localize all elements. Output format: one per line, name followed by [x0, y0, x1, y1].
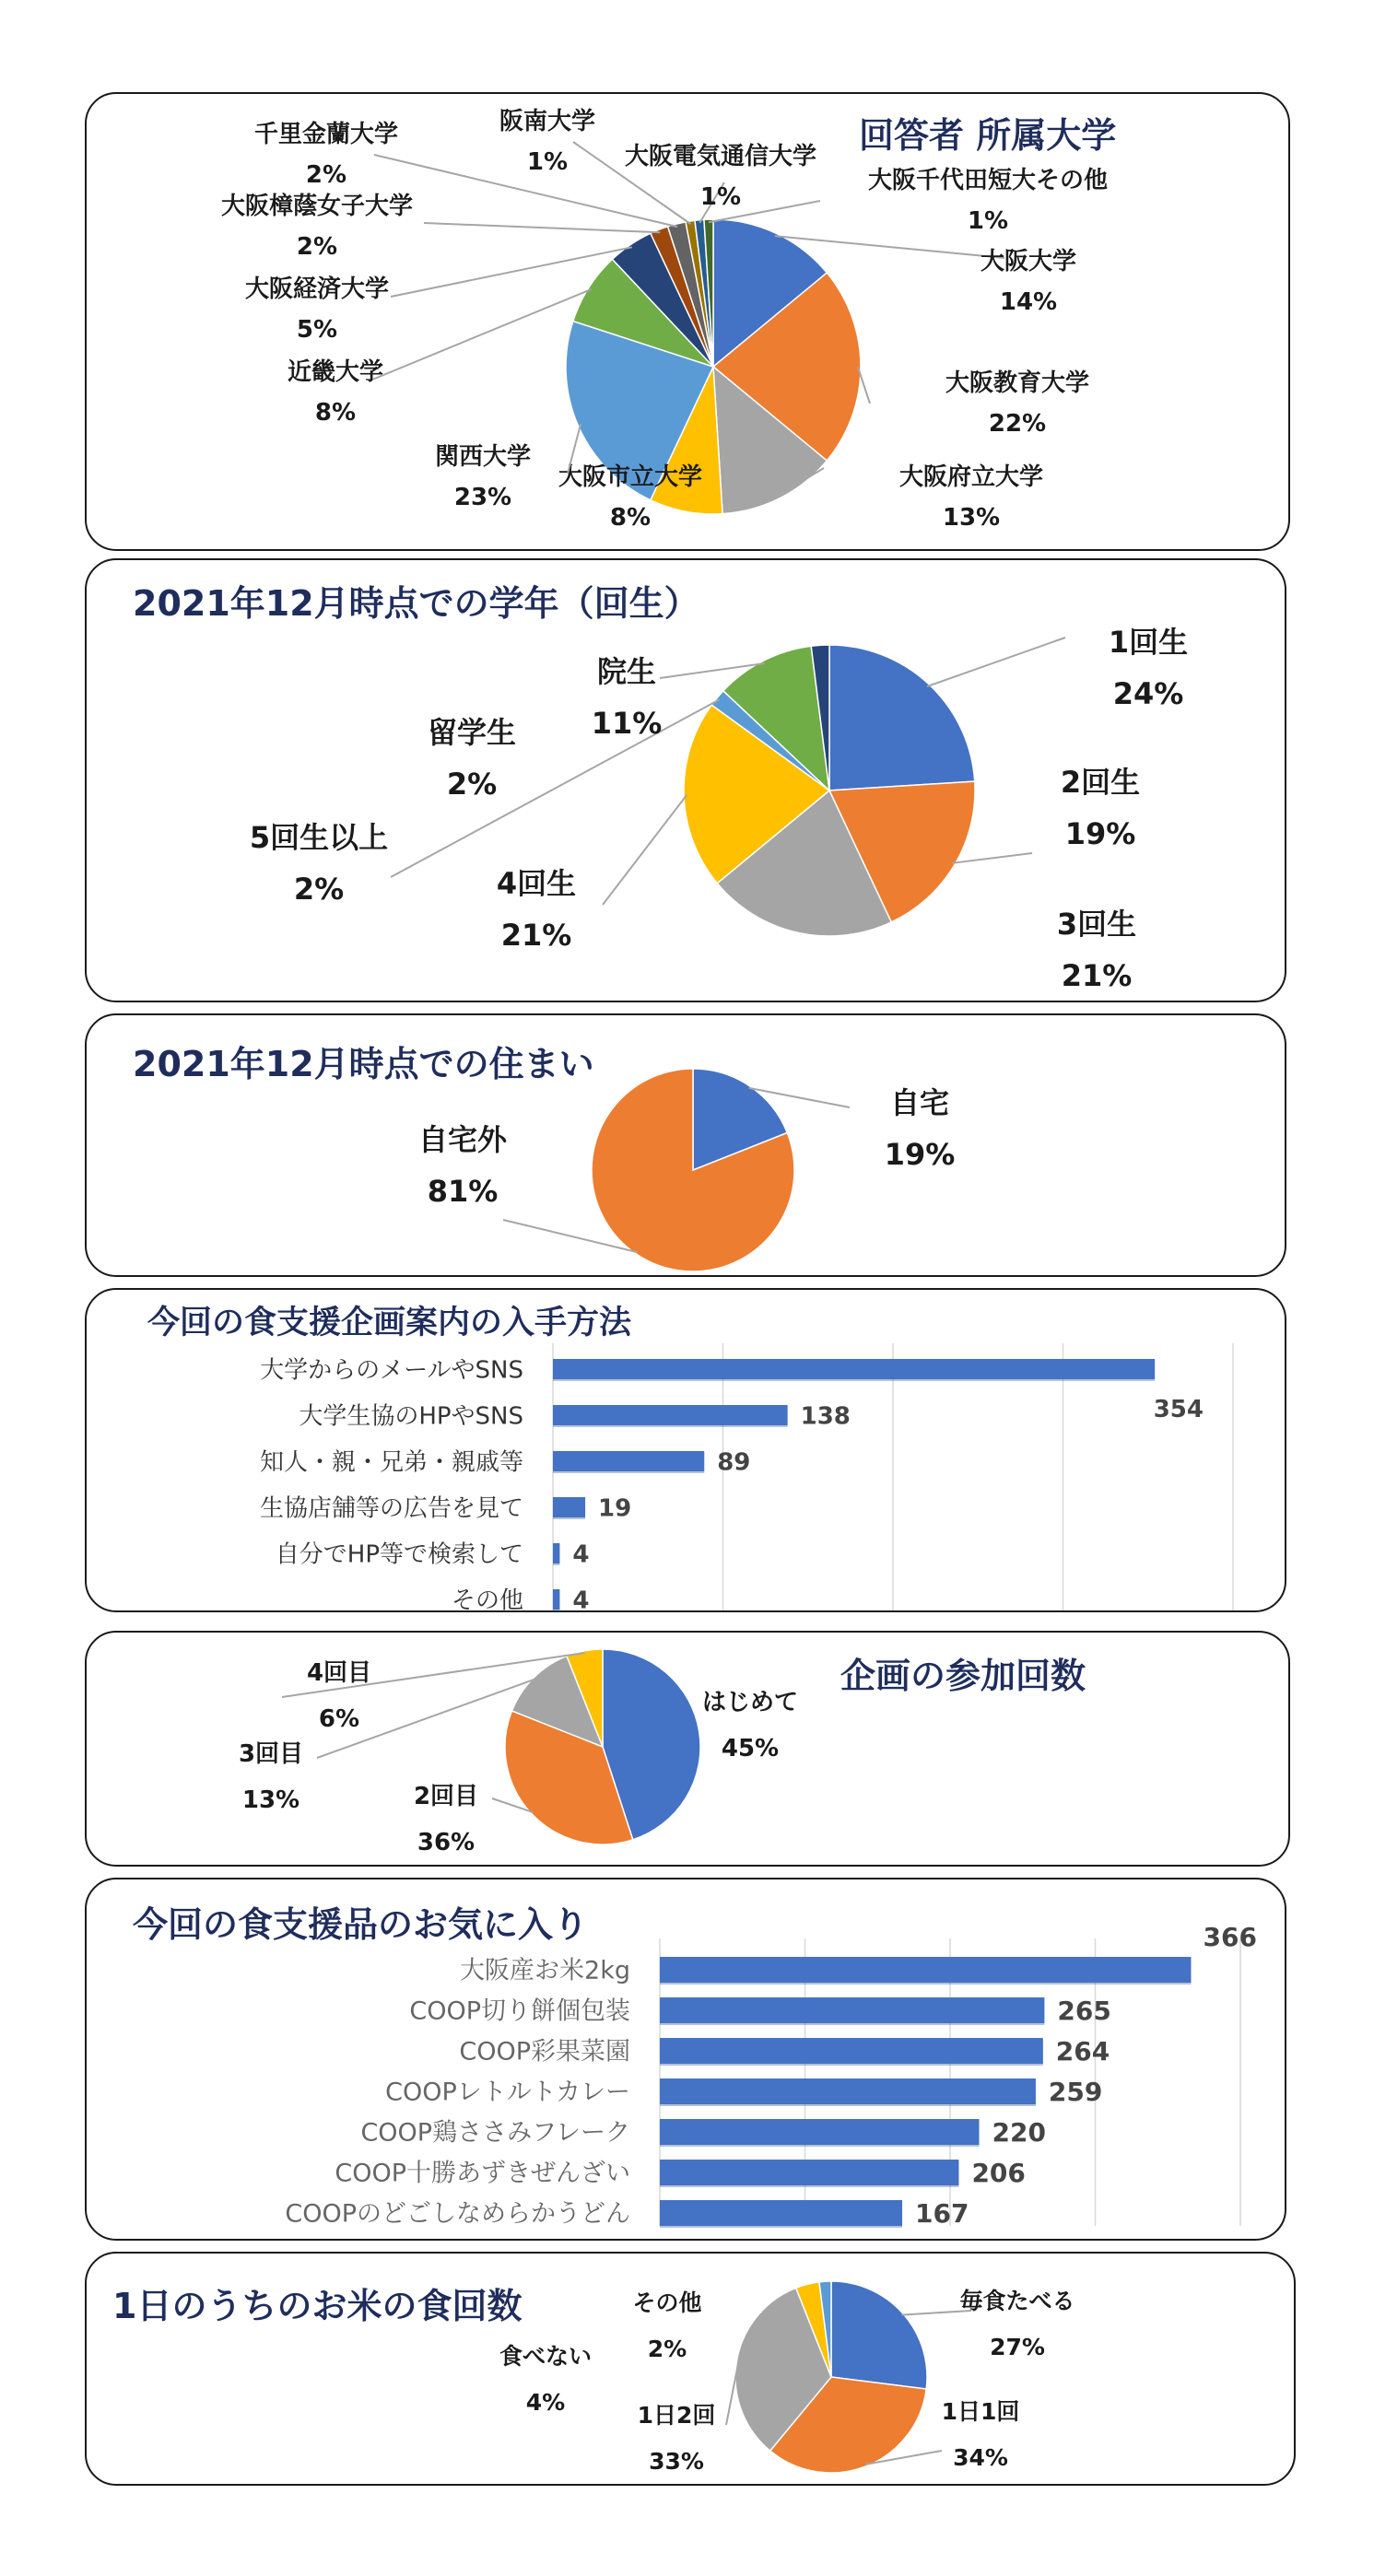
fav-value-label-6: 167	[915, 2198, 969, 2230]
grade-slice-pct-3: 21%	[500, 918, 572, 953]
source-category-label-0: 大学からのメールやSNS	[260, 1356, 523, 1385]
source-category-label-5: その他	[451, 1587, 523, 1615]
univ-slice-name-6: 大阪経済大学	[244, 275, 390, 303]
source-chart-title: 今回の食支援企画案内の入手方法	[147, 1305, 632, 1341]
rice-slice-0	[831, 2281, 927, 2389]
fav-value-label-3: 259	[1048, 2077, 1103, 2108]
times-slice-pct-3: 6%	[318, 1705, 360, 1733]
university-pie-chart	[87, 94, 1292, 553]
fav-bar-6	[660, 2200, 902, 2226]
source-bar-3	[553, 1497, 585, 1517]
source-value-label-0: 354	[1153, 1396, 1204, 1423]
univ-slice-pct-7: 2%	[296, 233, 338, 262]
fav-bar-0	[660, 1957, 1191, 1983]
grade-slice-pct-1: 19%	[1064, 816, 1136, 851]
rice-slice-name-1: 1日1回	[941, 2398, 1020, 2425]
grade-slice-name-1: 2回生	[1060, 765, 1141, 800]
times-slice-pct-2: 13%	[241, 1786, 300, 1814]
university-chart-title: 回答者 所属大学	[859, 115, 1117, 156]
grade-slice-pct-4: 2%	[293, 872, 345, 907]
rice-panel	[85, 2252, 1296, 2486]
times-slice-name-0: はじめて	[701, 1689, 799, 1716]
rice-slice-pct-3: 4%	[525, 2389, 566, 2416]
times-slice-name-1: 2回目	[413, 1783, 479, 1810]
times-slice-name-3: 4回目	[306, 1659, 372, 1687]
univ-slice-name-1: 大阪教育大学	[945, 369, 1090, 397]
source-panel	[85, 1288, 1286, 1615]
rice-slice-name-0: 毎食たべる	[959, 2288, 1075, 2314]
univ-slice-name-0: 大阪大学	[980, 248, 1077, 275]
univ-slice-pct-8: 2%	[305, 161, 347, 190]
source-bar-2	[553, 1451, 704, 1471]
univ-slice-pct-5: 8%	[314, 399, 357, 427]
residence-panel	[85, 1013, 1286, 1277]
grade-pie-chart	[87, 560, 1288, 1004]
source-bar-5	[553, 1589, 559, 1610]
participation-panel	[85, 1631, 1290, 1867]
rice-slice-name-2: 1日2回	[637, 2402, 716, 2429]
home-slice-name-1: 自宅外	[417, 1122, 508, 1157]
fav-category-label-2: COOP彩果菜園	[459, 2037, 630, 2067]
times-slice-name-2: 3回目	[238, 1740, 304, 1768]
univ-slice-pct-0: 14%	[999, 288, 1058, 317]
univ-slice-pct-10: 1%	[699, 183, 742, 212]
grade-slice-name-0: 1回生	[1108, 625, 1189, 660]
participation-pie-chart	[87, 1633, 1292, 1868]
grade-slice-name-2: 3回生	[1056, 907, 1137, 942]
grade-slice-pct-2: 21%	[1061, 958, 1133, 993]
univ-slice-name-11: 大阪千代田短大その他	[867, 167, 1109, 194]
univ-slice-name-5: 近畿大学	[287, 358, 384, 386]
favorites-bar-chart	[87, 1879, 1288, 2242]
grade-slice-name-4: 5回生以上	[249, 820, 389, 855]
grade-slice-pct-0: 24%	[1112, 676, 1184, 711]
fav-category-label-3: COOPレトルトカレー	[385, 2078, 630, 2107]
grade-leader-3	[603, 795, 687, 905]
rice-slice-name-3: 食べない	[499, 2343, 593, 2370]
grade-chart-title: 2021年12月時点での学年（回生）	[133, 583, 699, 624]
source-bar-0	[553, 1359, 1155, 1379]
favorites-panel	[85, 1878, 1286, 2241]
rice-slice-name-4: その他	[632, 2289, 702, 2316]
fav-value-label-4: 220	[992, 2117, 1046, 2149]
univ-slice-pct-3: 8%	[609, 504, 652, 533]
rice-slice-pct-1: 34%	[953, 2444, 1008, 2471]
grade-panel	[85, 558, 1286, 1002]
home-slice-pct-1: 81%	[427, 1174, 499, 1209]
fav-value-label-5: 206	[971, 2158, 1026, 2189]
residence-chart-title: 2021年12月時点での住まい	[133, 1044, 594, 1084]
fav-category-label-0: 大阪産お米2kg	[460, 1956, 630, 1985]
source-value-label-3: 19	[598, 1494, 632, 1523]
source-value-label-4: 4	[572, 1540, 590, 1569]
home-slice-name-0: 自宅	[889, 1085, 950, 1120]
fav-bar-1	[660, 1997, 1044, 2023]
fav-category-label-1: COOP切り餅個包装	[409, 1996, 630, 2026]
source-category-label-3: 生協店舗等の広告を見て	[259, 1494, 523, 1523]
univ-slice-name-10: 大阪電気通信大学	[624, 143, 817, 170]
rice-chart-title: 1日のうちのお米の食回数	[112, 2286, 523, 2326]
grade-leader-1	[952, 853, 1032, 863]
fav-bar-4	[660, 2119, 980, 2145]
fav-category-label-4: COOP鶏ささみフレーク	[360, 2118, 630, 2148]
source-bar-4	[553, 1543, 559, 1563]
univ-leader-5	[372, 289, 592, 380]
source-category-label-2: 知人・親・兄弟・親戚等	[259, 1448, 523, 1477]
fav-category-label-5: COOP十勝あずきぜんざい	[335, 2159, 630, 2188]
residence-pie-chart	[87, 1015, 1288, 1279]
rice-slice-pct-4: 2%	[647, 2336, 687, 2362]
grade-slice-name-5: 院生	[596, 654, 657, 689]
source-category-label-4: 自分でHP等で検索して	[275, 1540, 523, 1569]
univ-slice-pct-2: 13%	[942, 504, 1001, 533]
grade-slice-pct-5: 11%	[591, 706, 663, 741]
univ-slice-pct-11: 1%	[967, 207, 1009, 236]
university-panel	[85, 92, 1290, 551]
univ-slice-name-7: 大阪樟蔭女子大学	[220, 193, 414, 220]
fav-bar-5	[660, 2160, 958, 2185]
source-category-label-1: 大学生協のHPやSNS	[299, 1402, 523, 1431]
grade-slice-name-3: 4回生	[496, 866, 577, 901]
grade-leader-0	[927, 638, 1065, 686]
grade-slice-pct-6: 2%	[446, 767, 498, 802]
fav-bar-2	[660, 2038, 1043, 2064]
univ-leader-7	[424, 223, 660, 232]
univ-slice-pct-9: 1%	[526, 148, 569, 177]
univ-slice-name-9: 阪南大学	[499, 108, 596, 135]
univ-slice-pct-4: 23%	[453, 484, 512, 512]
source-bar-chart	[87, 1290, 1288, 1614]
rice-slice-pct-2: 33%	[649, 2448, 704, 2475]
fav-category-label-6: COOPのどごしなめらかうどん	[285, 2199, 630, 2229]
source-value-label-5: 4	[572, 1587, 590, 1615]
fav-value-label-2: 264	[1055, 2036, 1110, 2067]
favorites-chart-title: 今回の食支援品のお気に入り	[133, 1904, 589, 1945]
home-slice-pct-0: 19%	[884, 1137, 956, 1172]
times-slice-pct-1: 36%	[417, 1829, 476, 1856]
source-value-label-2: 89	[717, 1448, 751, 1477]
grade-slice-0	[829, 645, 975, 790]
fav-bar-3	[660, 2078, 1036, 2104]
grade-slice-name-6: 留学生	[427, 715, 517, 750]
univ-slice-pct-6: 5%	[296, 316, 338, 345]
univ-slice-name-2: 大阪府立大学	[898, 463, 1044, 491]
univ-slice-name-3: 大阪市立大学	[558, 463, 703, 491]
source-bar-1	[553, 1405, 788, 1425]
fav-value-label-0: 366	[1203, 1922, 1257, 1952]
rice-slice-pct-0: 27%	[990, 2334, 1045, 2360]
fav-value-label-1: 265	[1057, 1996, 1111, 2027]
participation-chart-title: 企画の参加回数	[840, 1656, 1086, 1696]
source-value-label-1: 138	[800, 1402, 851, 1431]
univ-slice-pct-1: 22%	[988, 410, 1047, 439]
rice-pie-chart	[87, 2254, 1298, 2488]
times-slice-pct-0: 45%	[721, 1735, 780, 1762]
univ-slice-name-4: 関西大学	[434, 443, 532, 471]
univ-slice-name-8: 千里金蘭大学	[253, 121, 399, 148]
